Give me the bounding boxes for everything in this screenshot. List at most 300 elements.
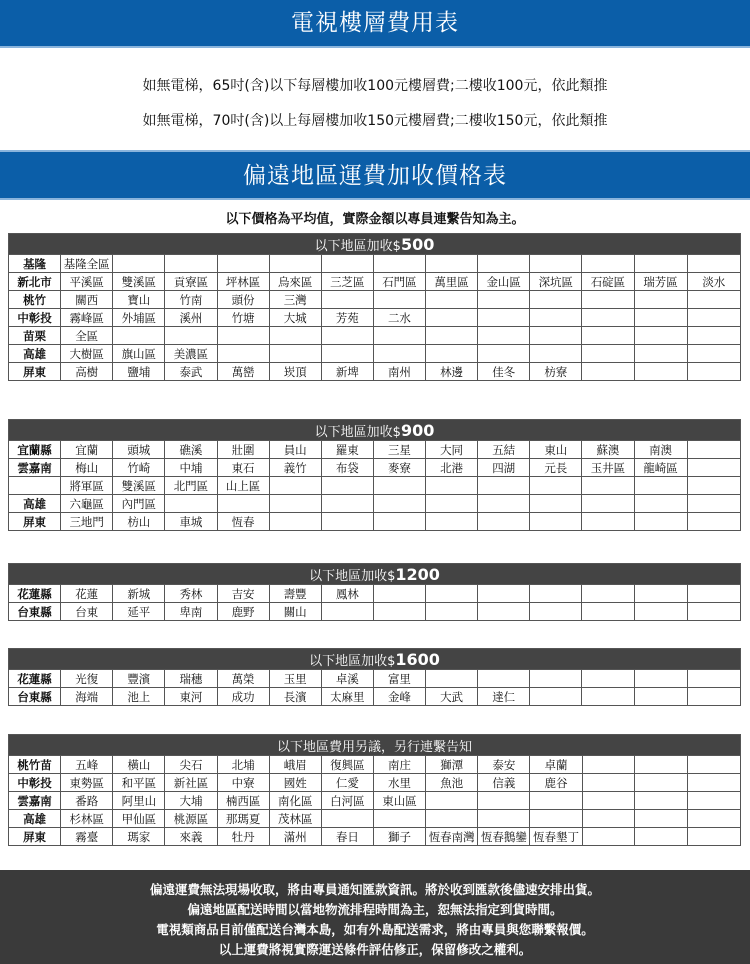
district-cell [582,513,634,531]
region-label: 宜蘭縣 [9,441,61,459]
district-cell: 池上 [113,688,165,706]
district-cell: 羅東 [321,441,373,459]
district-cell: 竹崎 [113,459,165,477]
district-cell [478,670,530,688]
district-cell: 東石 [217,459,269,477]
district-cell [269,513,321,531]
zone-header [9,564,741,585]
district-cell [687,291,740,309]
district-cell: 頭城 [113,441,165,459]
district-cell [582,792,634,810]
district-cell: 車城 [165,513,217,531]
region-label: 花蓮縣 [9,670,61,688]
table-row [9,688,741,706]
table-row [9,327,741,345]
district-cell [530,585,582,603]
district-cell: 北門區 [165,477,217,495]
district-cell: 萬里區 [426,273,478,291]
district-cell [217,255,269,273]
district-cell [321,477,373,495]
district-cell: 牡丹 [217,828,269,846]
district-cell: 三灣 [269,291,321,309]
district-cell: 佳冬 [478,363,530,381]
district-cell [687,255,740,273]
district-cell [687,792,740,810]
district-cell [478,477,530,495]
district-cell: 五結 [478,441,530,459]
zone-header-cell [9,564,741,585]
district-cell: 卓溪 [321,670,373,688]
district-cell: 新城 [113,585,165,603]
district-cell: 竹南 [165,291,217,309]
footer-line: 以上運費將視實際運送條件評估修正，保留修改之權利。 [218,942,532,957]
table-row [9,459,741,477]
district-cell [582,774,634,792]
district-cell: 山上區 [217,477,269,495]
district-cell: 高樹 [61,363,113,381]
district-cell [687,774,740,792]
zone-table-negotiable [8,734,741,846]
region-label: 高雄 [9,810,61,828]
district-cell: 恆春南灣 [426,828,478,846]
district-cell: 坪林區 [217,273,269,291]
district-cell [687,309,740,327]
district-cell [687,603,740,621]
district-cell [426,477,478,495]
district-cell [582,255,634,273]
district-cell [582,603,634,621]
district-cell [478,327,530,345]
zone-header-cell [9,420,741,441]
district-cell [165,327,217,345]
district-cell [530,345,582,363]
district-cell: 石門區 [373,273,425,291]
district-cell [373,810,425,828]
district-cell: 壯圍 [217,441,269,459]
zone-surcharge-amount: 900 [400,420,435,440]
table-row [9,792,741,810]
district-cell: 大樹區 [61,345,113,363]
district-cell [634,327,687,345]
district-cell: 全區 [61,327,113,345]
zone-surcharge-label: 以下地區加收$ [314,238,401,254]
district-cell [269,495,321,513]
district-cell [373,513,425,531]
district-cell: 花蓮 [61,585,113,603]
district-cell [582,810,634,828]
district-cell: 北港 [426,459,478,477]
district-cell [269,477,321,495]
district-cell: 元長 [530,459,582,477]
district-cell: 金峰 [373,688,425,706]
district-cell: 二水 [373,309,425,327]
district-cell: 雙溪區 [113,477,165,495]
district-cell [687,495,740,513]
region-label: 屏東 [9,828,61,846]
district-cell [582,477,634,495]
district-cell [687,670,740,688]
region-label: 桃竹苗 [9,756,61,774]
district-cell [582,756,634,774]
district-cell: 大同 [426,441,478,459]
title-banner [0,0,750,48]
zone-surcharge-amount: 1600 [395,649,440,669]
district-cell: 鹿谷 [530,774,582,792]
zone-header [9,735,741,756]
district-cell: 信義 [478,774,530,792]
region-label: 高雄 [9,345,61,363]
district-cell [582,291,634,309]
district-cell [687,688,740,706]
table-row [9,309,741,327]
district-cell: 深坑區 [530,273,582,291]
district-cell: 阿里山 [113,792,165,810]
district-cell [530,688,582,706]
district-cell: 泰武 [165,363,217,381]
district-cell: 東山 [530,441,582,459]
district-cell [687,363,740,381]
footer-line: 電視類商品目前僅配送台灣本島，如有外島配送需求，將由專員與您聯繫報價。 [156,922,594,937]
region-label: 中彰投 [9,774,61,792]
district-cell [478,603,530,621]
table-row [9,477,741,495]
district-cell [687,345,740,363]
district-cell: 桃源區 [165,810,217,828]
district-cell [634,291,687,309]
zone-surcharge-label: 以下地區費用另議，另行連繫告知 [276,739,472,755]
district-cell [634,255,687,273]
district-cell: 溪州 [165,309,217,327]
district-cell [634,688,687,706]
district-cell: 金山區 [478,273,530,291]
district-cell [373,477,425,495]
district-cell [582,327,634,345]
district-cell: 復興區 [321,756,373,774]
district-cell [478,513,530,531]
remote-subtitle: 以下價格為平均值，實際金額以專員連繫告知為主。 [225,212,525,227]
district-cell [530,327,582,345]
district-cell: 新埤 [321,363,373,381]
zone-surcharge-amount: 1200 [395,564,440,584]
district-cell [217,345,269,363]
district-cell: 大埔 [165,792,217,810]
region-label: 台東縣 [9,688,61,706]
district-cell [113,255,165,273]
district-cell: 萬巒 [217,363,269,381]
district-cell [426,345,478,363]
district-cell: 鹿野 [217,603,269,621]
table-row [9,774,741,792]
district-cell: 芳苑 [321,309,373,327]
floor-fee-note-70: 如無電梯，70吋(含)以上每層樓加收150元樓層費;二樓收150元，依此類推 [142,113,608,129]
district-cell: 峨眉 [269,756,321,774]
region-label [9,477,61,495]
district-cell [530,603,582,621]
district-cell: 卓蘭 [530,756,582,774]
district-cell [478,495,530,513]
district-cell [113,327,165,345]
district-cell: 萬榮 [217,670,269,688]
district-cell [582,345,634,363]
district-cell [269,345,321,363]
district-cell: 外埔區 [113,309,165,327]
district-cell [478,810,530,828]
district-cell [634,774,687,792]
district-cell: 關西 [61,291,113,309]
table-row [9,291,741,309]
district-cell [530,792,582,810]
district-cell: 魚池 [426,774,478,792]
district-cell [634,810,687,828]
district-cell [634,792,687,810]
district-cell [634,585,687,603]
region-label: 新北市 [9,273,61,291]
district-cell: 成功 [217,688,269,706]
district-cell [687,513,740,531]
district-cell: 烏來區 [269,273,321,291]
district-cell: 甲仙區 [113,810,165,828]
district-cell [478,291,530,309]
district-cell: 新社區 [165,774,217,792]
district-cell [426,810,478,828]
district-cell: 三星 [373,441,425,459]
district-cell: 麥寮 [373,459,425,477]
district-cell [321,345,373,363]
district-cell: 瑪家 [113,828,165,846]
district-cell [478,792,530,810]
district-cell [373,345,425,363]
district-cell [478,309,530,327]
table-row [9,345,741,363]
remote-title: 偏遠地區運費加收價格表 [243,163,507,189]
district-cell [530,477,582,495]
district-cell [582,688,634,706]
district-cell: 蘇澳 [582,441,634,459]
region-label: 台東縣 [9,603,61,621]
zone-header [9,420,741,441]
district-cell [634,345,687,363]
floor-fee-note-65: 如無電梯，65吋(含)以下每層樓加收100元樓層費;二樓收100元，依此類推 [142,78,608,94]
district-cell [530,513,582,531]
district-cell: 卑南 [165,603,217,621]
zone-table-500 [8,233,741,381]
region-label: 雲嘉南 [9,459,61,477]
district-cell [687,585,740,603]
district-cell [373,585,425,603]
zone-header-cell [9,234,741,255]
footer-notice [0,870,750,964]
district-cell: 獅子 [373,828,425,846]
district-cell: 秀林 [165,585,217,603]
zone-header-cell [9,735,741,756]
district-cell: 枋山 [113,513,165,531]
district-cell [269,327,321,345]
district-cell [634,828,687,846]
district-cell [530,495,582,513]
district-cell: 石碇區 [582,273,634,291]
region-label: 花蓮縣 [9,585,61,603]
district-cell: 橫山 [113,756,165,774]
district-cell [321,327,373,345]
district-cell: 太麻里 [321,688,373,706]
district-cell [687,810,740,828]
district-cell: 梅山 [61,459,113,477]
district-cell: 將軍區 [61,477,113,495]
district-cell: 旗山區 [113,345,165,363]
zone-surcharge-amount: 500 [400,234,435,254]
district-cell [634,756,687,774]
district-cell: 四湖 [478,459,530,477]
zone-surcharge-label: 以下地區加收$ [309,568,396,584]
district-cell: 茂林區 [269,810,321,828]
district-cell [530,810,582,828]
district-cell: 六龜區 [61,495,113,513]
region-label: 基隆 [9,255,61,273]
district-cell [687,828,740,846]
district-cell [582,309,634,327]
district-cell [687,477,740,495]
district-cell: 義竹 [269,459,321,477]
district-cell: 霧臺 [61,828,113,846]
district-cell: 南州 [373,363,425,381]
district-cell: 宜蘭 [61,441,113,459]
district-cell: 寶山 [113,291,165,309]
district-cell [582,363,634,381]
district-cell: 豐濱 [113,670,165,688]
district-cell: 內門區 [113,495,165,513]
district-cell: 鳳林 [321,585,373,603]
district-cell: 三芝區 [321,273,373,291]
district-cell [687,756,740,774]
district-cell [426,495,478,513]
district-cell: 玉井區 [582,459,634,477]
district-cell [426,792,478,810]
district-cell: 恆春墾丁 [530,828,582,846]
district-cell: 貢寮區 [165,273,217,291]
district-cell [426,513,478,531]
district-cell [687,441,740,459]
district-cell: 泰安 [478,756,530,774]
district-cell: 北埔 [217,756,269,774]
district-cell [165,255,217,273]
district-cell [321,495,373,513]
district-cell: 三地門 [61,513,113,531]
district-cell: 南化區 [269,792,321,810]
table-row [9,273,741,291]
district-cell: 滿州 [269,828,321,846]
district-cell [530,309,582,327]
page-title: 電視樓層費用表 [291,10,459,36]
region-label: 桃竹 [9,291,61,309]
district-cell: 國姓 [269,774,321,792]
district-cell [426,603,478,621]
district-cell [582,495,634,513]
district-cell [373,255,425,273]
district-cell [478,345,530,363]
zone-header [9,234,741,255]
district-cell: 淡水 [687,273,740,291]
district-cell: 基隆全區 [61,255,113,273]
district-cell [478,255,530,273]
table-row [9,756,741,774]
district-cell: 平溪區 [61,273,113,291]
district-cell: 恆春鵝鑾 [478,828,530,846]
district-cell: 大武 [426,688,478,706]
zone-table-1200 [8,563,741,621]
district-cell: 龍崎區 [634,459,687,477]
district-cell: 吉安 [217,585,269,603]
district-cell: 長濱 [269,688,321,706]
region-label: 屏東 [9,513,61,531]
region-label: 雲嘉南 [9,792,61,810]
district-cell: 富里 [373,670,425,688]
district-cell: 尖石 [165,756,217,774]
footer-line: 偏遠地區配送時間以當地物流排程時間為主，恕無法指定到貨時間。 [187,902,563,917]
district-cell: 和平區 [113,774,165,792]
district-cell [530,670,582,688]
district-cell [687,459,740,477]
district-cell [634,513,687,531]
district-cell: 白河區 [321,792,373,810]
district-cell [634,309,687,327]
district-cell: 獅潭 [426,756,478,774]
district-cell: 東勢區 [61,774,113,792]
district-cell [165,495,217,513]
district-cell: 番路 [61,792,113,810]
district-cell: 達仁 [478,688,530,706]
district-cell [321,255,373,273]
district-cell [634,477,687,495]
district-cell [634,670,687,688]
zone-table-1600 [8,648,741,706]
district-cell [426,309,478,327]
zone-header-cell [9,649,741,670]
district-cell: 頭份 [217,291,269,309]
district-cell: 延平 [113,603,165,621]
district-cell: 鹽埔 [113,363,165,381]
district-cell [582,585,634,603]
district-cell: 布袋 [321,459,373,477]
district-cell [217,495,269,513]
district-cell: 關山 [269,603,321,621]
region-label: 屏東 [9,363,61,381]
table-row [9,363,741,381]
district-cell: 水里 [373,774,425,792]
district-cell [426,585,478,603]
district-cell: 五峰 [61,756,113,774]
district-cell: 林邊 [426,363,478,381]
table-row [9,670,741,688]
district-cell: 楠西區 [217,792,269,810]
zone-surcharge-label: 以下地區加收$ [314,424,401,440]
table-row [9,828,741,846]
district-cell: 枋寮 [530,363,582,381]
district-cell: 杉林區 [61,810,113,828]
district-cell [426,327,478,345]
district-cell: 恆春 [217,513,269,531]
footer-line: 偏遠運費無法現場收取，將由專員通知匯款資訊。將於收到匯款後儘速安排出貨。 [149,882,600,897]
district-cell: 光復 [61,670,113,688]
district-cell: 中埔 [165,459,217,477]
district-cell: 美濃區 [165,345,217,363]
district-cell [582,670,634,688]
district-cell: 台東 [61,603,113,621]
district-cell [582,828,634,846]
district-cell [373,603,425,621]
table-row [9,255,741,273]
district-cell: 春日 [321,828,373,846]
district-cell [321,513,373,531]
